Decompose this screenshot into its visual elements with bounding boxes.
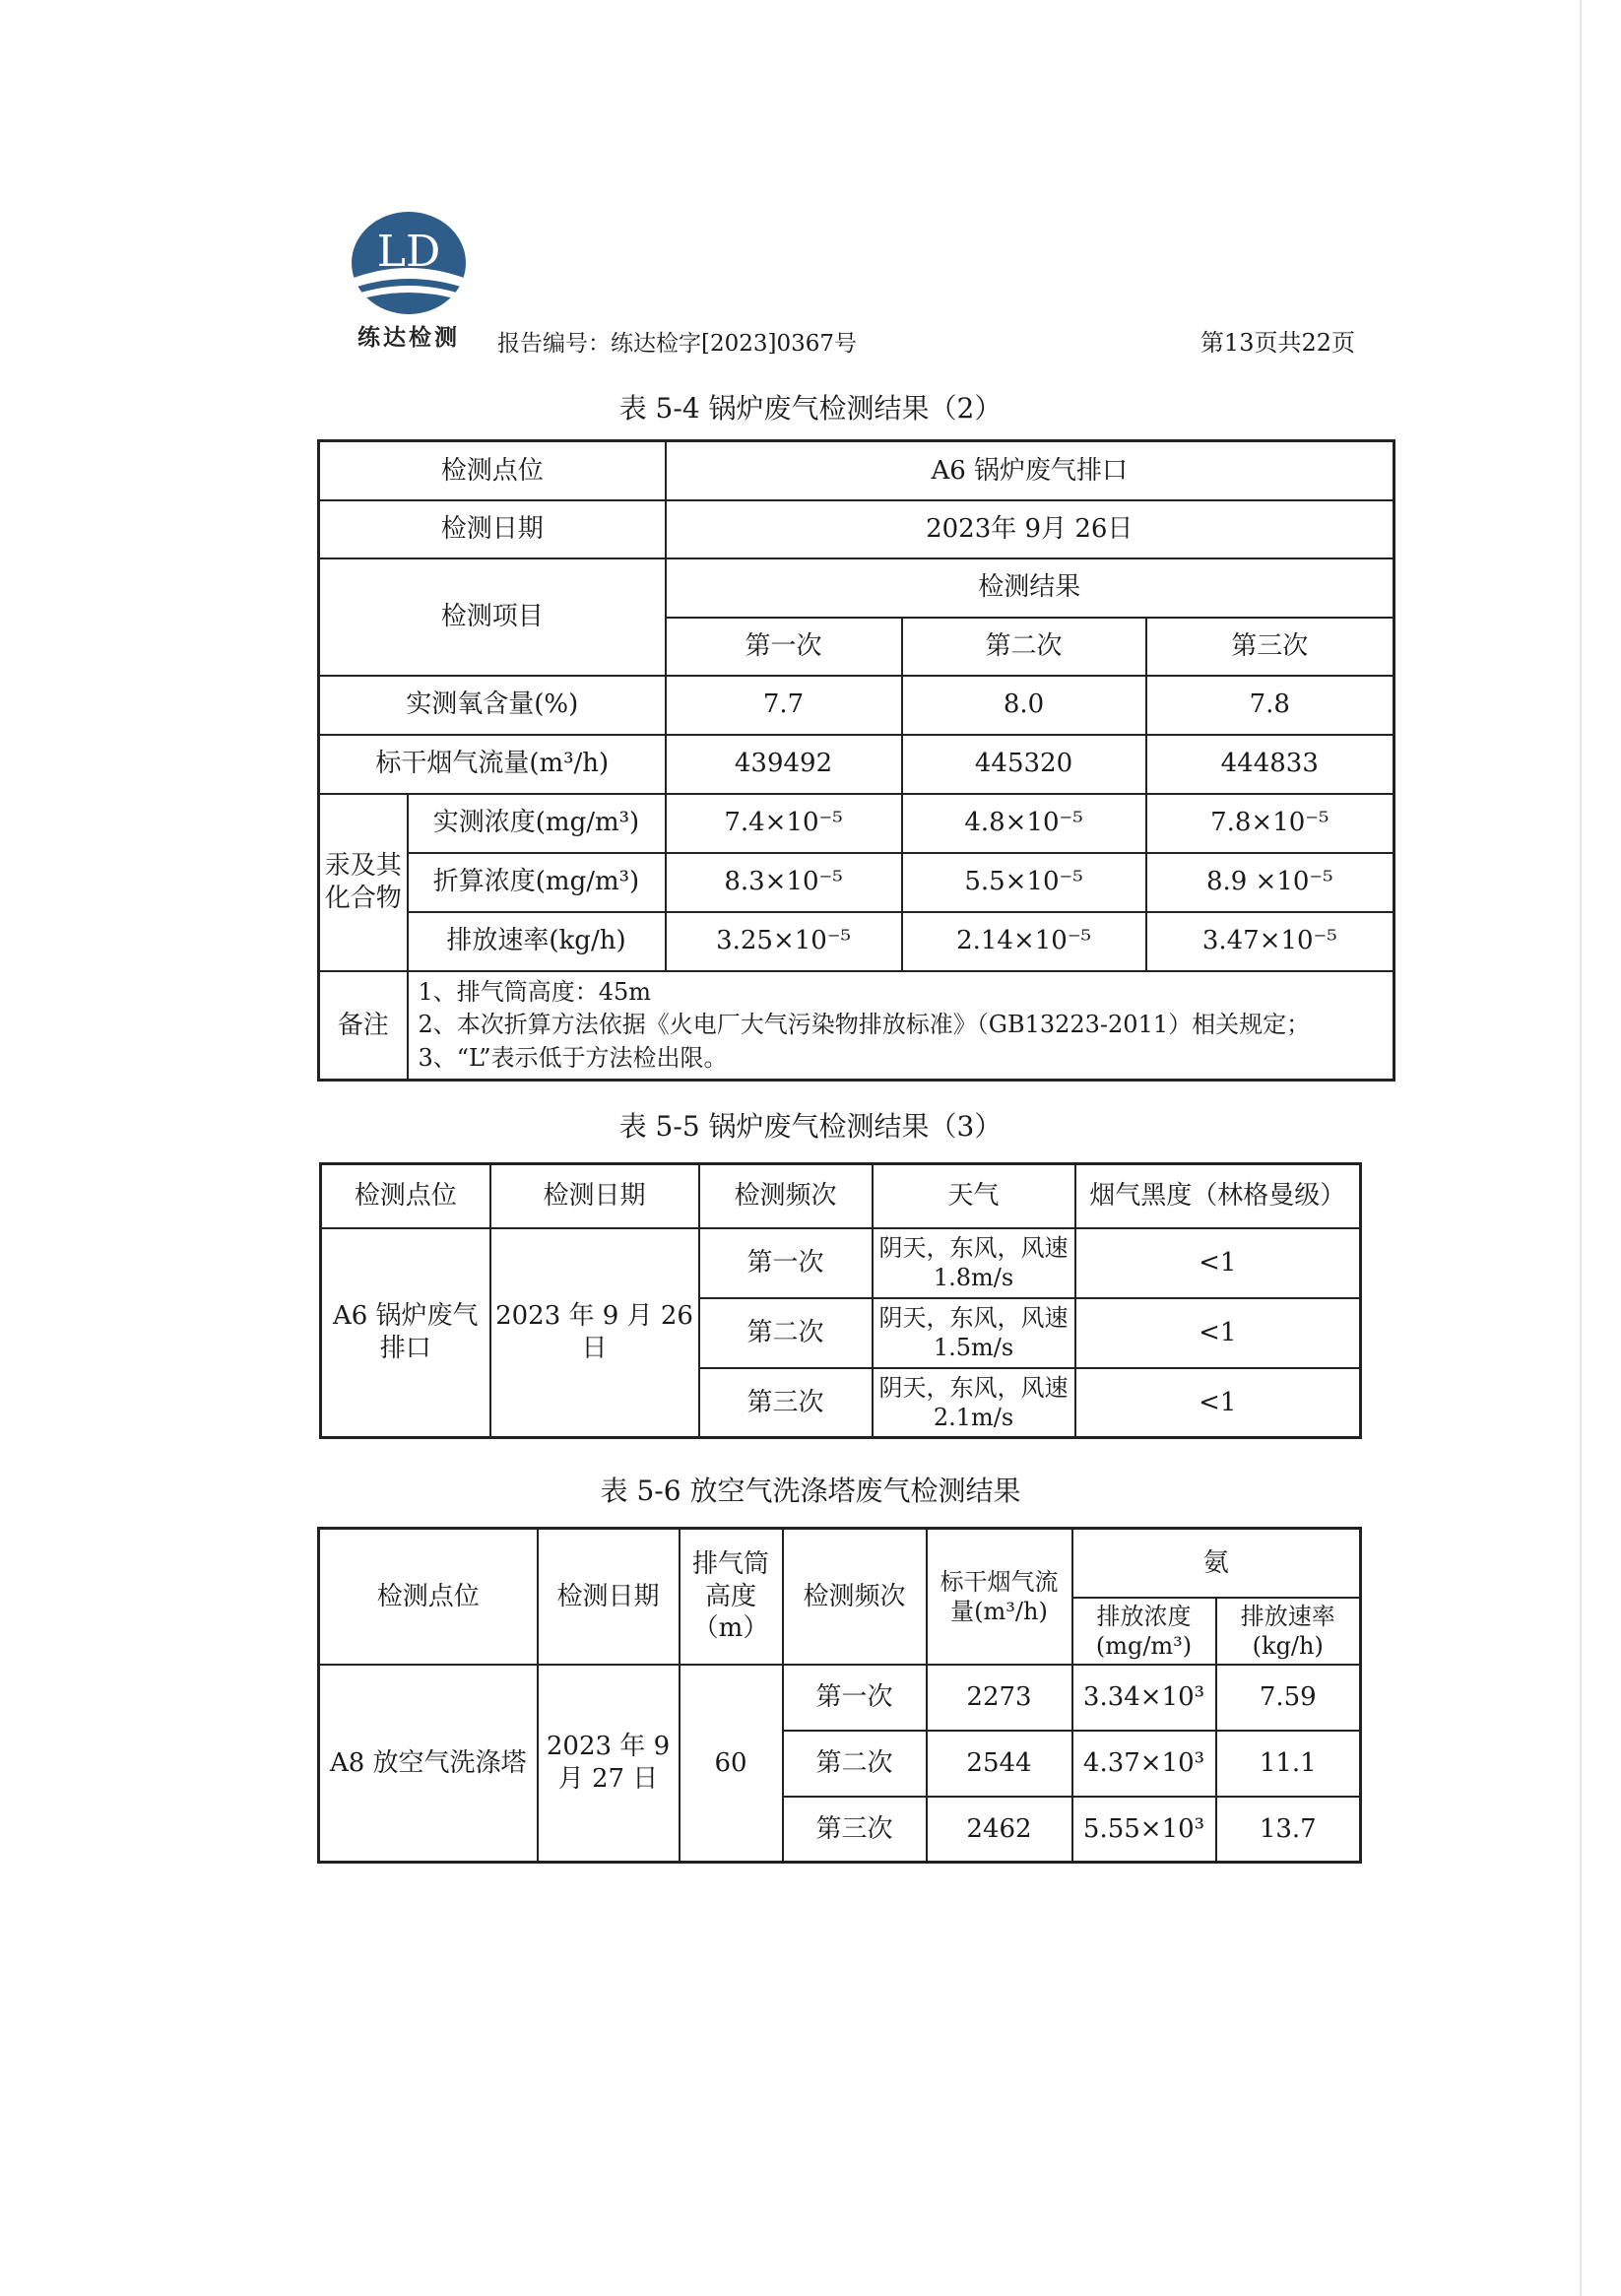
date-label: 检测日期: [319, 500, 666, 558]
conc-cell: 5.55×10³: [1072, 1797, 1216, 1863]
height-header: 排气筒高度（m）: [680, 1529, 783, 1665]
run-header: 第二次: [902, 618, 1146, 676]
point-cell: A6 锅炉废气排口: [321, 1228, 490, 1438]
flow-value: 445320: [902, 735, 1146, 794]
converted-value: 5.5×10⁻⁵: [902, 853, 1146, 912]
date-cell: 2023 年 9 月 27 日: [538, 1665, 680, 1863]
oxygen-value: 7.8: [1146, 676, 1394, 735]
table-5-4: [317, 439, 1395, 1082]
logo-company-name: 练达检测: [357, 325, 460, 351]
converted-label: 折算浓度(mg/m³): [408, 853, 666, 912]
flow-value: 444833: [1146, 735, 1394, 794]
company-logo: [340, 209, 478, 352]
ammonia-header: 氨: [1072, 1529, 1361, 1598]
oxygen-value: 7.7: [666, 676, 902, 735]
oxygen-label: 实测氧含量(%): [319, 676, 666, 735]
remark-line: 3、“L”表示低于方法检出限。: [418, 1043, 728, 1072]
scan-edge-line: [1580, 0, 1582, 2296]
run-cell: 第一次: [699, 1228, 873, 1298]
run-cell: 第一次: [783, 1665, 927, 1731]
page-number: 第13页共22页: [1200, 329, 1355, 357]
remark-line: 1、排气筒高度：45m: [418, 977, 652, 1006]
mercury-group-label: 汞及其化合物: [319, 794, 408, 971]
flow-header: 标干烟气流量(m³/h): [927, 1529, 1072, 1665]
point-label: 检测点位: [319, 441, 666, 500]
table-5-6: [317, 1527, 1362, 1864]
remarks: [408, 971, 1394, 1081]
point-header: 检测点位: [319, 1529, 538, 1665]
run-cell: 第三次: [699, 1368, 873, 1438]
rate-value: 3.47×10⁻⁵: [1146, 912, 1394, 971]
rate-cell: 7.59: [1216, 1665, 1361, 1731]
point-value: A6 锅炉废气排口: [666, 441, 1394, 500]
table-5-5: [319, 1162, 1362, 1439]
measured-value: 7.8×10⁻⁵: [1146, 794, 1394, 853]
report-number: 报告编号：练达检字[2023]0367号: [497, 331, 858, 357]
date-cell: 2023 年 9 月 26 日: [490, 1228, 699, 1438]
blackness-cell: <1: [1075, 1368, 1361, 1438]
header-cell: 天气: [873, 1164, 1075, 1228]
header-cell: 检测频次: [699, 1164, 873, 1228]
date-value: 2023年 9月 26日: [666, 500, 1394, 558]
table-5-4-caption: 表 5-4 锅炉废气检测结果（2）: [618, 392, 1003, 425]
result-label: 检测结果: [666, 558, 1394, 618]
blackness-cell: <1: [1075, 1228, 1361, 1298]
conc-header: 排放浓度(mg/m³): [1072, 1598, 1216, 1665]
table-5-6-caption: 表 5-6 放空气洗涤塔废气检测结果: [600, 1475, 1021, 1507]
rate-cell: 11.1: [1216, 1731, 1361, 1797]
weather-cell: 阴天，东风，风速 2.1m/s: [873, 1368, 1075, 1438]
date-header: 检测日期: [538, 1529, 680, 1665]
conc-cell: 4.37×10³: [1072, 1731, 1216, 1797]
weather-cell: 阴天，东风，风速 1.8m/s: [873, 1228, 1075, 1298]
run-header: 第三次: [1146, 618, 1394, 676]
remark-line: 2、本次折算方法依据《火电厂大气污染物排放标准》（GB13223-2011）相关规定；: [418, 1011, 1311, 1039]
remark-label: 备注: [319, 971, 408, 1081]
height-cell: 60: [680, 1665, 783, 1863]
point-cell: A8 放空气洗涤塔: [319, 1665, 538, 1863]
rate-label: 排放速率(kg/h): [408, 912, 666, 971]
header-cell: 检测日期: [490, 1164, 699, 1228]
measured-label: 实测浓度(mg/m³): [408, 794, 666, 853]
run-cell: 第二次: [699, 1298, 873, 1368]
oxygen-value: 8.0: [902, 676, 1146, 735]
flow-cell: 2544: [927, 1731, 1072, 1797]
rate-value: 2.14×10⁻⁵: [902, 912, 1146, 971]
item-label: 检测项目: [319, 558, 666, 676]
conc-cell: 3.34×10³: [1072, 1665, 1216, 1731]
rate-cell: 13.7: [1216, 1797, 1361, 1863]
rate-header: 排放速率(kg/h): [1216, 1598, 1361, 1665]
converted-value: 8.3×10⁻⁵: [666, 853, 902, 912]
measured-value: 4.8×10⁻⁵: [902, 794, 1146, 853]
flow-cell: 2462: [927, 1797, 1072, 1863]
blackness-cell: <1: [1075, 1298, 1361, 1368]
flow-cell: 2273: [927, 1665, 1072, 1731]
table-5-5-caption: 表 5-5 锅炉废气检测结果（3）: [618, 1110, 1003, 1143]
run-header: 检测频次: [783, 1529, 927, 1665]
flow-value: 439492: [666, 735, 902, 794]
rate-value: 3.25×10⁻⁵: [666, 912, 902, 971]
run-header: 第一次: [666, 618, 902, 676]
converted-value: 8.9 ×10⁻⁵: [1146, 853, 1394, 912]
measured-value: 7.4×10⁻⁵: [666, 794, 902, 853]
header-cell: 烟气黑度（林格曼级）: [1075, 1164, 1361, 1228]
run-cell: 第二次: [783, 1731, 927, 1797]
logo-letters: LD: [376, 227, 441, 277]
weather-cell: 阴天，东风，风速 1.5m/s: [873, 1298, 1075, 1368]
flow-label: 标干烟气流量(m³/h): [319, 735, 666, 794]
run-cell: 第三次: [783, 1797, 927, 1863]
header-cell: 检测点位: [321, 1164, 490, 1228]
